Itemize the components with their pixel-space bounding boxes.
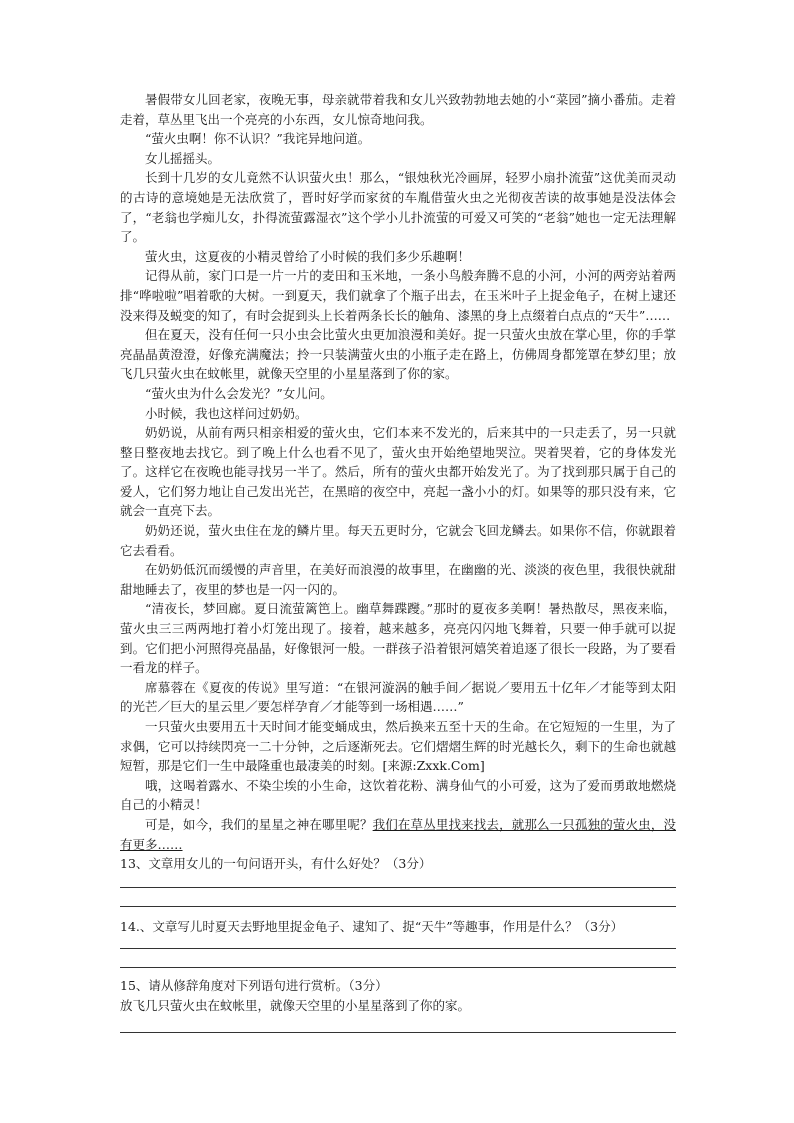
paragraph: 哦，这喝着露水、不染尘埃的小生命，这饮着花粉、满身仙气的小可爱，这为了爱而勇敢地燃烧自己的小精灵！ <box>120 777 676 813</box>
paragraph: 萤火虫，这夏夜的小精灵曾给了小时候的我们多少乐趣啊！ <box>145 248 471 264</box>
question-15-sentence: 放飞几只萤火虫在蚊帐里，就像天空里的小星星落到了你的家。 <box>120 997 471 1013</box>
last-paragraph-lead: 可是，如今，我们的星星之神在哪里呢？ <box>145 816 373 832</box>
paragraph: 奶奶还说，萤火虫住在龙的鳞片里。每天五更时分，它就会飞回龙鳞去。如果你不信，你就跟着它去看看。 <box>120 523 676 558</box>
document-page <box>120 90 676 1033</box>
paragraph: 席慕蓉在《夏夜的传说》里写道：“在银河漩涡的触手间／据说／要用五十亿年／才能等到太阳的光芒／巨大的星云里／要怎样孕育／才能等到一场相遇……” <box>120 679 676 715</box>
answer-line <box>120 1032 676 1033</box>
paragraph: 在奶奶低沉而缓慢的声音里，在美好而浪漫的故事里，在幽幽的光、淡淡的夜色里，我很快就甜甜地睡去了，夜里的梦也是一闪一闪的。 <box>120 562 676 597</box>
paragraph: 小时候，我也这样问过奶奶。 <box>145 405 308 421</box>
question-14: 14.、文章写儿时夏天去野地里捉金龟子、逮知了、捉“天牛”等趣事，作用是什么？（3分） <box>120 918 624 934</box>
question-13: 13、文章用女儿的一句问语开头，有什么好处？（3分） <box>120 856 432 872</box>
paragraph: 暑假带女儿回老家，夜晚无事，母亲就带着我和女儿兴致勃勃地去她的小“菜园”摘小番茄。走着走着，草丛里飞出一个亮亮的小东西，女儿惊奇地问我。 <box>120 92 676 127</box>
paragraph: “萤火虫啊！你不认识？”我诧异地问道。 <box>145 131 371 147</box>
reading-passage <box>120 90 676 854</box>
paragraph: “萤火虫为什么会发光？”女儿问。 <box>145 385 333 401</box>
questions-section <box>120 854 676 1032</box>
paragraph: 记得从前，家门口是一片一片的麦田和玉米地，一条小鸟般奔腾不息的小河，小河的两旁站着两排“哗啦啦”唱着歌的大树。一到夏天，我们就拿了个瓶子出去，在玉米叶子上捉金龟子，在树上逮还没来得及蜕变的知了，有时会捉到头上长着两条长长的触角、漆黑的身上点缀着白点点的“天牛”…… <box>120 268 676 323</box>
underlined-sentence: 我们在草丛里找来找去，就那么一只孤独的萤火虫，没有更多…… <box>120 816 676 852</box>
last-paragraph <box>120 815 676 854</box>
paragraph: “清夜长，梦回廊。夏日流萤篱笆上。幽草舞蹀躞。”那时的夏夜多美啊！暑热散尽，黑夜来临，萤火虫三三两两地打着小灯笼出现了。接着，越来越多，亮亮闪闪地飞舞着，只要一伸手就可以捉到。它们把小河照得亮晶晶，好像银河一般。一群孩子沿着银河嬉笑着追逐了很长一段路，为了要看一看龙的样子。 <box>120 601 676 676</box>
paragraph: 女儿摇摇头。 <box>145 150 221 166</box>
question-15: 15、请从修辞角度对下列语句进行赏析。（3分） <box>120 978 388 994</box>
paragraph: 长到十几岁的女儿竟然不认识萤火虫！那么，“银烛秋光冷画屏，轻罗小扇扑流萤”这优美而灵动的古诗的意境她是无法欣赏了，晋时好学而家贫的车胤借萤火虫之光彻夜苦读的故事她是没法体会了，“老翁也学痴儿女，扑得流萤露湿衣”这个学小儿扑流萤的可爱又可笑的“老翁”她也一定无法理解了。 <box>120 170 676 245</box>
paragraph: 但在夏天，没有任何一只小虫会比萤火虫更加浪漫和美好。捉一只萤火虫放在掌心里，你的手掌亮晶晶黄澄澄，好像充满魔法；拎一只装满萤火虫的小瓶子走在路上，仿佛周身都笼罩在梦幻里；放飞几只萤火虫在蚊帐里，就像天空里的小星星落到了你的家。 <box>120 327 676 382</box>
paragraph: 奶奶说，从前有两只相亲相爱的萤火虫，它们本来不发光的，后来其中的一只走丢了，另一只就整日整夜地去找它。到了晚上什么也看不见了，萤火虫开始绝望地哭泣。哭着哭着，它的身体发光了。这样它在夜晚也能寻找另一半了。然后，所有的萤火虫都开始发光了。为了找到那只属于自己的爱人，它们努力地让自己发出光芒，在黑暗的夜空中，亮起一盏小小的灯。如果等的那只没有来，它就会一直亮下去。 <box>120 425 676 519</box>
paragraph: 一只萤火虫要用五十天时间才能变蛹成虫，然后换来五至十天的生命。在它短短的一生里，为了求偶，它可以持续閃亮一二十分钟，之后逐渐死去。它们熠熠生辉的时光越长久，剩下的生命也就越短暂，那是它们一生中最隆重也最凄美的时刻。[来源:Zxxk.Com] <box>120 719 676 774</box>
